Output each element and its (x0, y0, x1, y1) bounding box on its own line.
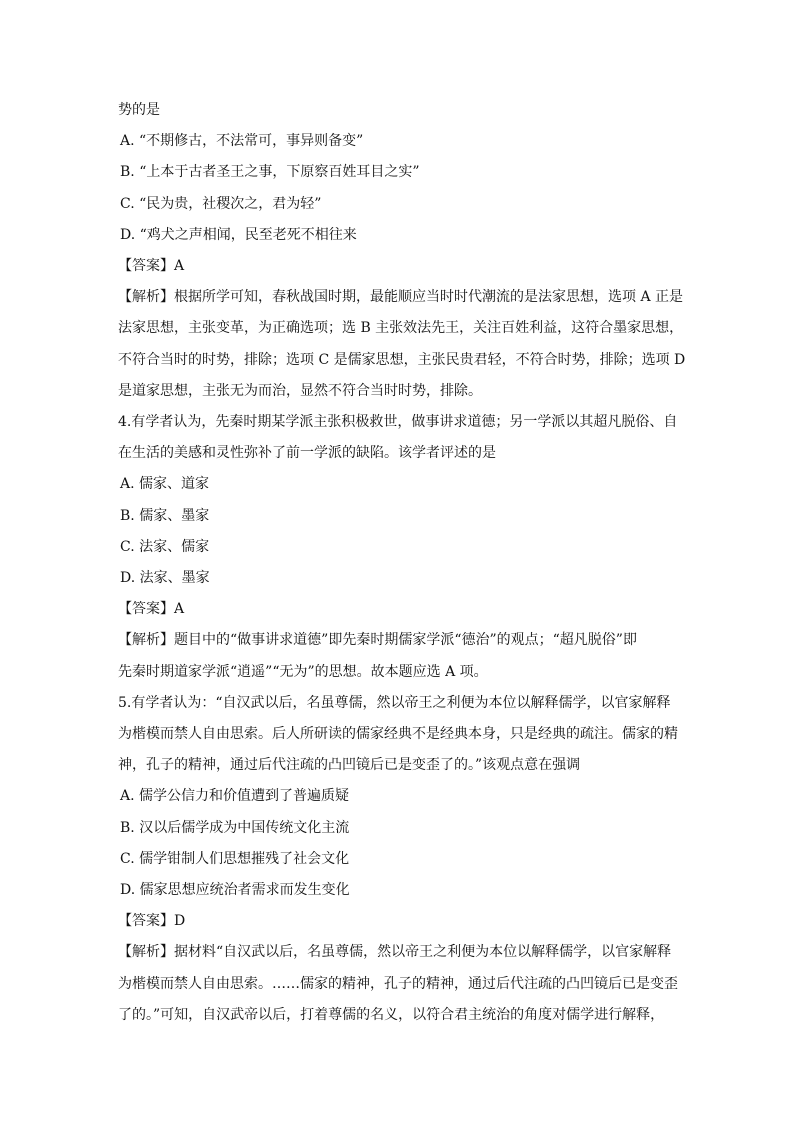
q4-answer: 【答案】A (118, 601, 185, 618)
q5-option-b: B. 汉以后儒学成为中国传统文化主流 (120, 819, 350, 836)
q5-stem-line: 5.有学者认为：“自汉武以后，名虽尊儒，然以帝王之利便为本位以解释儒学，以官家解释 (118, 694, 671, 711)
q3-answer: 【答案】A (118, 258, 185, 275)
q4-stem-line: 在生活的美感和灵性弥补了前一学派的缺陷。该学者评述的是 (118, 445, 496, 462)
q3-analysis-line: 法家思想，主张变革，为正确选项；选 B 主张效法先王，关注百姓利益，这符合墨家思想， (118, 320, 684, 337)
q3-analysis-line: 不符合当时的时势，排除；选项 C 是儒家思想，主张民贵君轻，不符合时势，排除；选项 D (118, 351, 686, 368)
q5-answer: 【答案】D (118, 913, 186, 930)
q5-option-d: D. 儒家思想应统治者需求而发生变化 (120, 882, 350, 899)
q5-analysis-line: 【解析】据材料“自汉武以后，名虽尊儒，然以帝王之利便为本位以解释儒学，以官家解释 (118, 944, 672, 961)
q3-analysis-line: 【解析】根据所学可知，春秋战国时期，最能顺应当时时代潮流的是法家思想，选项 A 正是 (118, 289, 684, 306)
q5-stem-line: 神，孔子的精神，通过后代注疏的凸凹镜后已是变歪了的。”该观点意在强调 (118, 757, 581, 774)
q4-analysis-line: 【解析】题目中的“做事讲求道德”即先秦时期儒家学派“德治”的观点；“超凡脱俗”即 (118, 632, 637, 649)
q4-analysis-line: 先秦时期道家学派“逍遥”“无为”的思想。故本题应选 A 项。 (118, 663, 488, 680)
q4-option-c: C. 法家、儒家 (120, 538, 210, 555)
q5-analysis-line: 了的。”可知，自汉武帝以后，打着尊儒的名义，以符合君主统治的角度对儒学进行解释， (118, 1006, 665, 1023)
q3-stem-tail: 势的是 (118, 102, 160, 118)
q4-option-b: B. 儒家、墨家 (120, 507, 210, 524)
q4-option-a: A. 儒家、道家 (120, 476, 210, 493)
q4-stem-line: 4.有学者认为，先秦时期某学派主张积极救世，做事讲求道德；另一学派以其超凡脱俗、自 (118, 414, 678, 431)
q5-option-a: A. 儒学公信力和价值遭到了普遍质疑 (120, 788, 350, 805)
q3-option-d: D. “鸡犬之声相闻，民至老死不相往来 (120, 226, 357, 243)
q3-option-b: B. “上本于古者圣王之事，下原察百姓耳目之实” (120, 164, 420, 181)
q3-option-a: A. “不期修古，不法常可，事异则备变” (120, 133, 364, 150)
document-content (118, 95, 686, 1031)
q3-analysis-line: 是道家思想，主张无为而治，显然不符合当时时势，排除。 (118, 382, 482, 399)
q5-option-c: C. 儒学钳制人们思想摧残了社会文化 (120, 850, 350, 867)
q5-analysis-line: 为楷模而禁人自由思索。……儒家的精神，孔子的精神，通过后代注疏的凸凹镜后已是变歪 (118, 975, 678, 992)
q4-option-d: D. 法家、墨家 (120, 570, 210, 587)
q5-stem-line: 为楷模而禁人自由思索。后人所研读的儒家经典不是经典本身，只是经典的疏注。儒家的精 (118, 726, 678, 743)
q3-option-c: C. “民为贵，社稷次之，君为轻” (120, 195, 322, 212)
